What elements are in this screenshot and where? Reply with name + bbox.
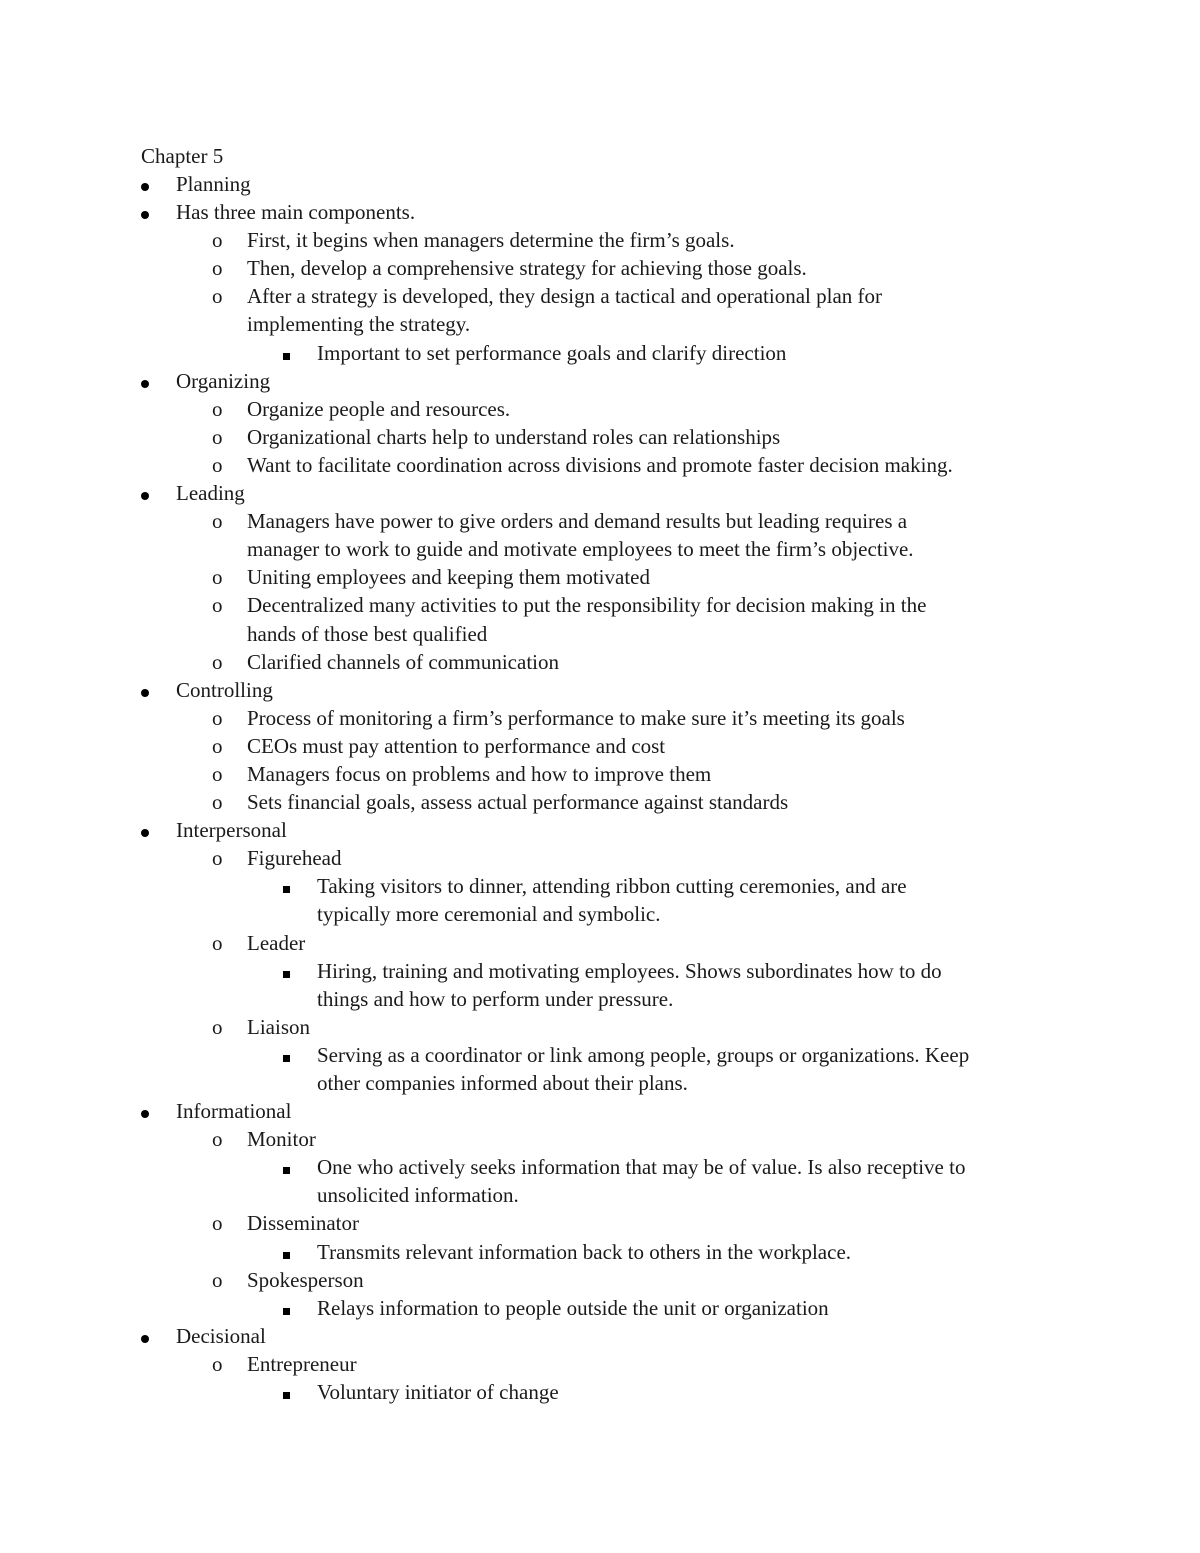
outline-list [0,170,1200,1406]
outline-item-text: Leading [176,481,245,506]
bullet-circle-icon [212,1266,223,1294]
bullet-square-icon [283,1041,290,1069]
outline-item-level-3 [0,339,1200,367]
bullet-circle-glyph: o [212,705,223,730]
bullet-circle-icon [212,226,223,254]
outline-item-text: Then, develop a comprehensive strategy for achieving those goals. [247,256,807,281]
outline-item-level-1 [0,1097,1200,1125]
outline-item-level-2 [0,423,1200,451]
bullet-square-icon [283,1294,290,1322]
outline-item-text: Want to facilitate coordination across divisions and promote faster decision making. [247,452,953,477]
bullet-dot-icon [141,816,149,844]
outline-item-level-2 [0,254,1200,282]
bullet-circle-glyph: o [212,565,223,590]
outline-item-text: typically more ceremonial and symbolic. [317,902,661,927]
bullet-dot-icon [141,170,149,198]
outline-item-text: Informational [176,1099,292,1124]
outline-item-level-2 [0,1209,1200,1237]
bullet-circle-icon [212,563,223,591]
bullet-circle-glyph: o [212,1211,223,1236]
bullet-circle-icon [212,844,223,872]
outline-item-level-2 [0,929,1200,957]
bullet-dot-shape [141,689,149,697]
outline-item-text: Sets financial goals, assess actual performance against standards [247,790,789,815]
outline-item-text: Entrepreneur [247,1351,357,1376]
bullet-square-icon [283,1153,290,1181]
bullet-circle-glyph: o [212,509,223,534]
outline-item-text: hands of those best qualified [247,621,488,646]
bullet-circle-glyph: o [212,593,223,618]
outline-item-text: Taking visitors to dinner, attending ribbon cutting ceremonies, and are [317,874,907,899]
outline-item-text: Liaison [247,1014,310,1039]
bullet-circle-icon [212,591,223,619]
outline-item-text: After a strategy is developed, they design a tactical and operational plan for [247,284,883,309]
bullet-circle-icon [212,929,223,957]
outline-item-level-2 [0,760,1200,788]
outline-item-text: Has three main components. [176,200,416,225]
outline-item-text: Monitor [247,1127,316,1152]
outline-item-text: Leader [247,930,306,955]
outline-item-level-2 [0,395,1200,423]
outline-item-level-3 [0,1378,1200,1406]
bullet-square-shape [283,1167,290,1174]
outline-item-level-2 [0,1125,1200,1153]
bullet-dot-icon [141,367,149,395]
outline-item-level-3 [0,957,1200,985]
outline-item-text: Figurehead [247,846,342,871]
outline-line-continuation [0,1069,1200,1097]
outline-line-continuation [0,310,1200,338]
document-title: Chapter 5 [141,144,224,168]
outline-item-text: One who actively seeks information that may be of value. Is also receptive to [317,1155,966,1180]
bullet-circle-glyph: o [212,733,223,758]
bullet-circle-icon [212,732,223,760]
bullet-circle-glyph: o [212,228,223,253]
bullet-square-shape [283,1252,290,1259]
outline-item-level-1 [0,676,1200,704]
bullet-square-shape [283,971,290,978]
bullet-circle-icon [212,451,223,479]
bullet-circle-icon [212,1125,223,1153]
bullet-circle-glyph: o [212,452,223,477]
bullet-circle-glyph: o [212,930,223,955]
bullet-circle-icon [212,648,223,676]
outline-item-text: Organizing [176,368,271,393]
bullet-circle-glyph: o [212,1267,223,1292]
outline-item-text: Organize people and resources. [247,396,511,421]
outline-item-text: First, it begins when managers determine the firm’s goals. [247,228,735,253]
outline-item-text: Relays information to people outside the unit or organization [317,1295,829,1320]
outline-item-level-2 [0,282,1200,310]
outline-line-continuation [0,1181,1200,1209]
bullet-dot-icon [141,479,149,507]
bullet-square-shape [283,1308,290,1315]
bullet-dot-shape [141,211,149,219]
bullet-dot-shape [141,829,149,837]
bullet-circle-glyph: o [212,761,223,786]
outline-item-text: Transmits relevant information back to others in the workplace. [317,1239,852,1264]
bullet-square-icon [283,1238,290,1266]
bullet-square-icon [283,872,290,900]
outline-item-text: Interpersonal [176,818,287,843]
bullet-circle-icon [212,423,223,451]
outline-line-continuation [0,620,1200,648]
outline-item-level-3 [0,1238,1200,1266]
bullet-dot-icon [141,1322,149,1350]
outline-item-text: things and how to perform under pressure. [317,986,674,1011]
bullet-circle-icon [212,1209,223,1237]
bullet-circle-icon [212,507,223,535]
bullet-circle-icon [212,760,223,788]
bullet-circle-icon [212,1350,223,1378]
outline-line-continuation [0,900,1200,928]
outline-item-level-1 [0,170,1200,198]
outline-item-text: CEOs must pay attention to performance and cost [247,733,666,758]
bullet-circle-glyph: o [212,396,223,421]
bullet-circle-glyph: o [212,256,223,281]
bullet-square-icon [283,1378,290,1406]
outline-item-level-2 [0,451,1200,479]
outline-item-text: Organizational charts help to understand roles can relationships [247,424,781,449]
outline-item-level-1 [0,367,1200,395]
bullet-circle-glyph: o [212,424,223,449]
outline-item-level-3 [0,1041,1200,1069]
bullet-dot-icon [141,1097,149,1125]
bullet-circle-icon [212,704,223,732]
outline-item-text: Hiring, training and motivating employees. Shows subordinates how to do [317,958,942,983]
outline-item-level-3 [0,1294,1200,1322]
outline-item-text: implementing the strategy. [247,312,471,337]
outline-item-text: Managers focus on problems and how to improve them [247,761,712,786]
bullet-dot-shape [141,1110,149,1118]
outline-item-level-1 [0,1322,1200,1350]
outline-item-text: Uniting employees and keeping them motivated [247,565,650,590]
bullet-circle-glyph: o [212,1127,223,1152]
outline-item-level-2 [0,1350,1200,1378]
outline-item-level-2 [0,1013,1200,1041]
bullet-dot-shape [141,1335,149,1343]
outline-line-continuation [0,985,1200,1013]
outline-item-text: unsolicited information. [317,1183,519,1208]
bullet-circle-icon [212,788,223,816]
bullet-circle-glyph: o [212,1014,223,1039]
outline-item-level-1 [0,479,1200,507]
bullet-dot-shape [141,183,149,191]
outline-item-text: Serving as a coordinator or link among people, groups or organizations. Keep [317,1042,970,1067]
outline-item-text: Disseminator [247,1211,359,1236]
outline-item-level-1 [0,198,1200,226]
bullet-circle-icon [212,1013,223,1041]
outline-item-text: Process of monitoring a firm’s performance to make sure it’s meeting its goals [247,705,905,730]
bullet-square-shape [283,353,290,360]
outline-item-level-2 [0,1266,1200,1294]
bullet-dot-shape [141,380,149,388]
outline-item-level-2 [0,226,1200,254]
bullet-circle-glyph: o [212,846,223,871]
bullet-circle-icon [212,282,223,310]
outline-item-text: Planning [176,172,251,196]
outline-item-text: Voluntary initiator of change [317,1380,559,1405]
outline-item-level-2 [0,648,1200,676]
outline-item-text: Controlling [176,677,273,702]
outline-line-continuation [0,535,1200,563]
outline-item-level-3 [0,1153,1200,1181]
outline-item-level-2 [0,732,1200,760]
bullet-circle-glyph: o [212,284,223,309]
outline-item-text: Clarified channels of communication [247,649,559,674]
bullet-circle-icon [212,254,223,282]
outline-item-text: Important to set performance goals and clarify direction [317,340,787,365]
bullet-square-shape [283,1392,290,1399]
bullet-circle-glyph: o [212,790,223,815]
bullet-dot-shape [141,492,149,500]
bullet-circle-glyph: o [212,649,223,674]
outline-item-level-2 [0,844,1200,872]
outline-item-level-2 [0,704,1200,732]
outline-item-text: other companies informed about their plans. [317,1071,688,1095]
outline-item-text: Managers have power to give orders and demand results but leading requires a [247,509,908,534]
outline-item-text: manager to work to guide and motivate employees to meet the firm’s objective. [247,537,914,562]
outline-item-text: Decentralized many activities to put the responsibility for decision making in the [247,593,927,618]
outline-item-level-3 [0,872,1200,900]
bullet-square-shape [283,1055,290,1062]
outline-item-level-2 [0,788,1200,816]
bullet-circle-glyph: o [212,1351,223,1376]
outline-item-level-2 [0,563,1200,591]
bullet-circle-icon [212,395,223,423]
outline-item-text: Decisional [176,1323,266,1348]
bullet-square-icon [283,957,290,985]
outline-item-level-2 [0,591,1200,619]
bullet-square-shape [283,886,290,893]
outline-item-text: Spokesperson [247,1267,364,1292]
bullet-square-icon [283,339,290,367]
bullet-dot-icon [141,198,149,226]
outline-item-level-2 [0,507,1200,535]
bullet-dot-icon [141,676,149,704]
outline-item-level-1 [0,816,1200,844]
